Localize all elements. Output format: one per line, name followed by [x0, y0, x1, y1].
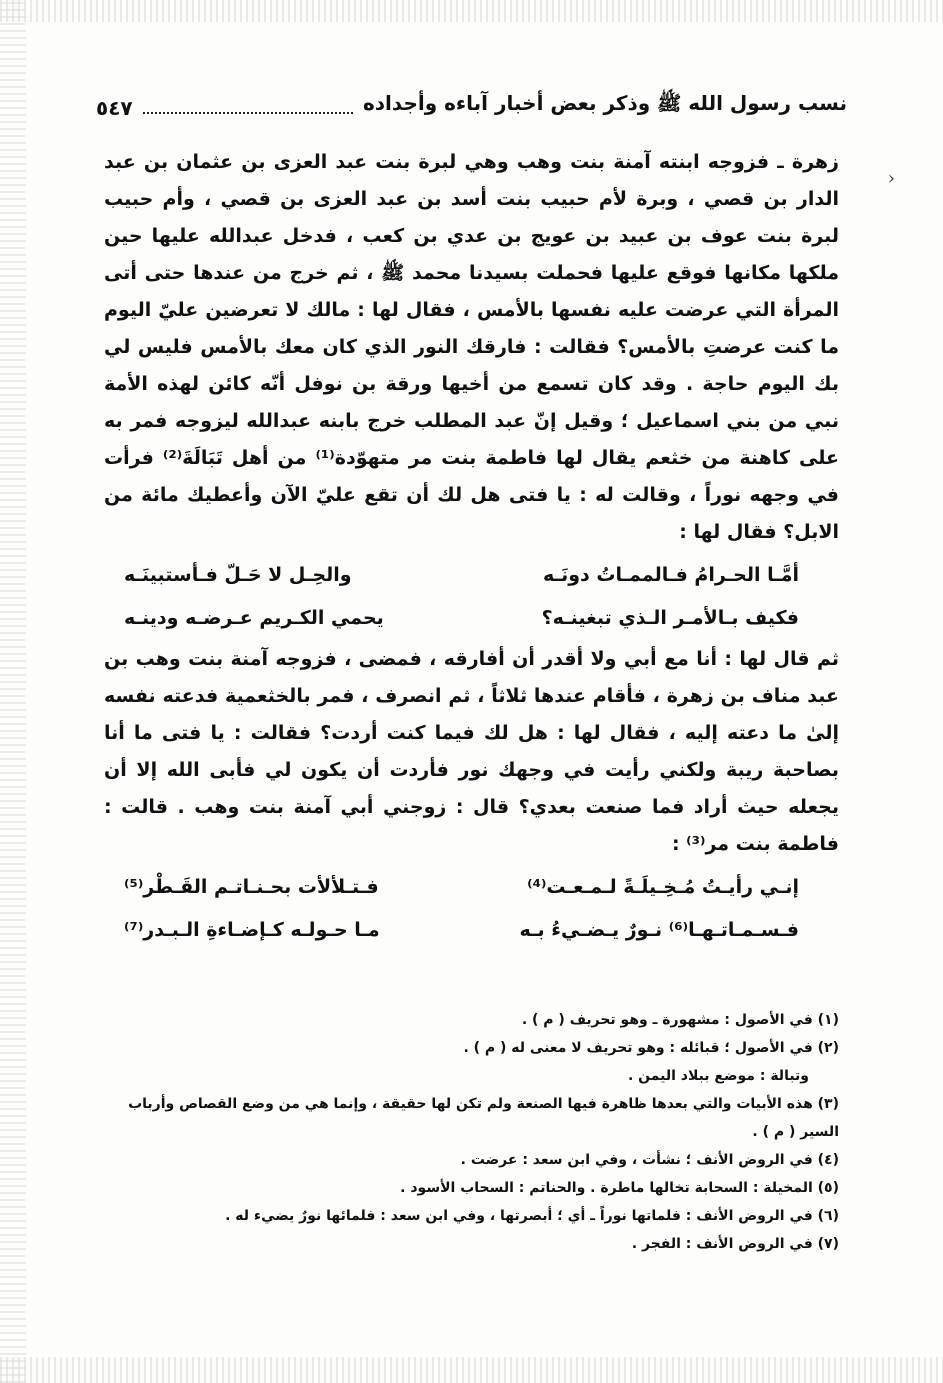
verse-2-line-2 — [104, 912, 839, 949]
running-header — [96, 86, 847, 120]
footnote-1: (١) في الأصول : مشهورة ـ وهو تحريف ( م ) . — [521, 1012, 839, 1028]
verse-1-line-2 — [104, 600, 839, 637]
footnote-6: (٦) في الروض الأنف : فلماتها نوراً ـ أي ؛ أبصرتها ، وفي ابن سعد : فلمائها نورٌ يضيء له . — [225, 1208, 839, 1224]
verse-1-line-1-second-hemistich: والحِـل لا حَـلّ فـأستبينَـه — [124, 564, 352, 586]
main-text — [104, 144, 839, 949]
page-edge-top — [0, 0, 943, 22]
header-title: نسب رسول الله ﷺ وذكر بعض أخبار آباءه وأجداده — [362, 91, 847, 115]
verse-2-line-2-second-hemistich: مـا حـولـه كـإضـاءةِ الـبـدر⁽⁷⁾ — [124, 919, 380, 941]
footnote-4: (٤) في الروض الأنف ؛ نشأت ، وفي ابن سعد : عرضت . — [460, 1152, 839, 1168]
paragraph-2: ثم قال لها : أنا مع أبي ولا أقدر أن أفارقه ، فمضى ، فزوجه آمنة بنت وهب بن عبد مناف بن زهرة ، فأقام عندها ثلاثاً ، ثم انصرف ، فمر بالخثعمية فدعته نفسه إلىٰ ما دعته إليه ، فقال لها : هل لك فيما كنت أردت؟ فقالت : يا فتى ما أنا بصاحبة ريبة ولكني رأيت في وجهك نور فأردت أن يكون لي فأبى الله إلا أن يجعله حيث أراد فما صنعت بعدي؟ قال : زوجني أبي آمنة بنت وهب . قالت : فاطمة بنت مر⁽³⁾ : — [104, 648, 839, 855]
page-edge-left — [0, 0, 26, 1383]
footnote-3: (٣) هذه الأبيات والتي بعدها ظاهرة فيها الصنعة ولم تكن لها حقيقة ، وإنما هي من وضع القصاص وأرباب السير ( م ) . — [128, 1096, 839, 1140]
margin-mark: › — [887, 168, 895, 189]
paragraph-1: زهرة ـ فزوجه ابنته آمنة بنت وهب وهي لبرة بنت عبد العزى بن عثمان بن عبد الدار بن قصي ، وبرة لأم حبيب بنت أسد بن عبد العزى بن قصي ، وأم حبيب لبرة بنت عوف بن عبيد بن عويج بن عدي بن كعب ، فدخل عبدالله عليها حين ملكها مكانها فوقع عليها فحملت بسيدنا محمد ﷺ ، ثم خرج من عندها حتى أتى المرأة التي عرضت عليه نفسها بالأمس ، فقال لها : مالك لا تعرضين عليّ اليوم ما كنت عرضتِ بالأمس؟ فقالت : فارقك النور الذي كان معك بالأمس فليس لي بك اليوم حاجة . وقد كان تسمع من أخيها ورقة بن نوفل أنّه كائن لهذه الأمة نبي من بني اسماعيل ؛ وقيل إنّ عبد المطلب خرج بابنه عبدالله ليزوجه فمر به على كاهنة من خثعم يقال لها فاطمة بنت مر متهوّدة⁽¹⁾ من أهل تَبَالَةَ⁽²⁾ فرأت في وجهه نوراً ، وقالت له : يا فتى هل لك أن تقع عليّ الآن وأعطيك مائة من الابل؟ فقال لها : — [104, 151, 839, 543]
verse-2-line-1 — [104, 869, 839, 906]
page-number: ٥٤٧ — [96, 96, 133, 120]
footnotes — [104, 1006, 839, 1258]
page-edge-bottom — [0, 1357, 943, 1383]
footnote-7: (٧) في الروض الأنف : الفجر . — [631, 1236, 839, 1252]
footnote-5: (٥) المخيلة : السحابة تخالها ماطرة . والحناتم : السحاب الأسود . — [400, 1180, 839, 1196]
footnote-2-continuation: وتبالة : موضع ببلاد اليمن . — [627, 1068, 809, 1084]
verse-1-line-2-second-hemistich: يحمي الكـريم عـرضـه ودينـه — [124, 607, 384, 629]
verse-2-line-2-first-hemistich: فـسـمـاتـهـا⁽⁶⁾ نـورٌ يـضـيءُ بـه — [519, 919, 799, 941]
verse-1-line-2-first-hemistich: فكيف بـالأمـر الـذي تبغينـه؟ — [541, 607, 799, 629]
verse-2-line-1-first-hemistich: إنـي رأيـتُ مُـخِـيلَـةً لـمـعـت⁽⁴⁾ — [527, 876, 799, 898]
footnote-2: (٢) في الأصول ؛ قبائله : وهو تحريف لا معنى له ( م ) . — [463, 1040, 839, 1056]
verse-1-line-1 — [104, 557, 839, 594]
verse-1-line-1-first-hemistich: أمَّـا الحـرامُ فـالممـاتُ دونَـه — [543, 564, 799, 586]
verse-2-line-1-second-hemistich: فـتـلألأت بحـنـاتـم القَـطْر⁽⁵⁾ — [124, 876, 379, 898]
header-dotted-leader — [143, 112, 353, 114]
